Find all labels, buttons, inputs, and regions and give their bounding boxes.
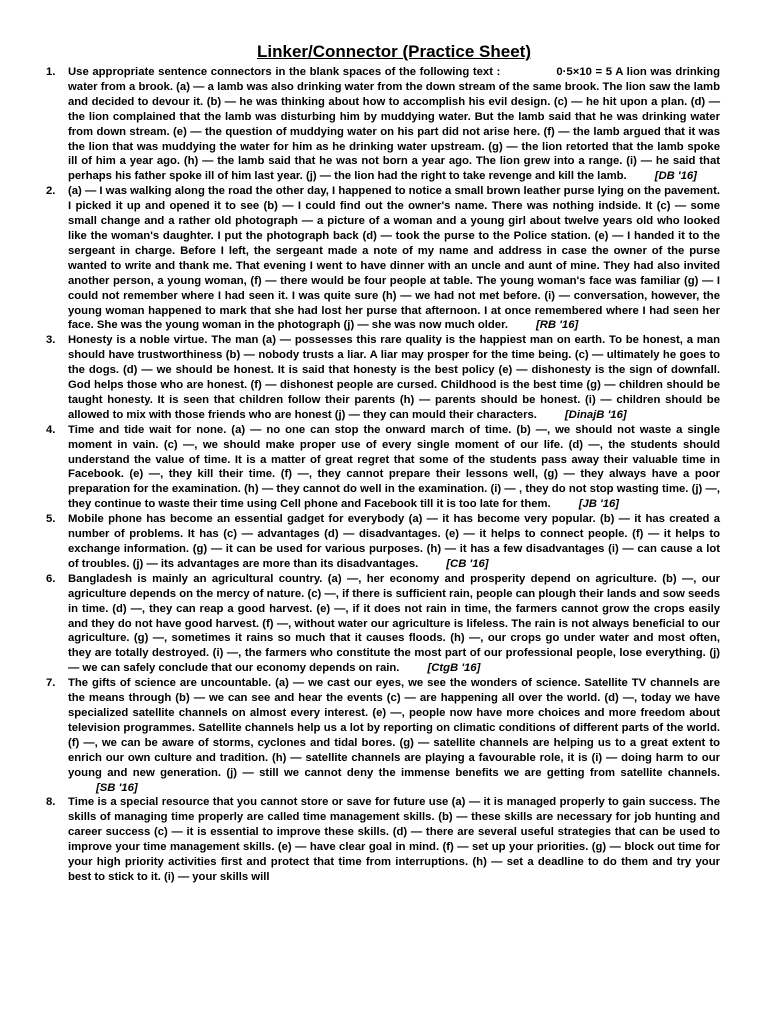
question-item <box>46 795 720 884</box>
question-text: A lion was drinking water from a brook. (a) — a lamb was also drinking water from the down stream of the same brook. The lion saw the lamb and decided to devour it. (b) — he was thinking about how to accomplish his evil design. (c) — he hit upon a plan. (d) — the lion complained that the lamb was disturbing him by muddying water. But the lamb said that he was drinking water from down stream. (e) — the question of muddying water on his part did not arise here. (f) — the lamb argued that it was the lion that was muddying the water for him as he drinking water upstream. (g) — the lion retorted that the lamb spoke ill of him a year ago. (h) — the lamb said that he was not born a year ago. The lion grew into a range. (i) — he said that perhaps his father spoke ill of him last year. (j) — the lion had the right to take revenge and kill the lamb. <box>68 66 720 183</box>
question-item <box>46 572 720 676</box>
question-text: (a) — I was walking along the road the other day, I happened to notice a small brown leather purse lying on the pavement. I picked it up and opened it to see (b) — I could find out the owner's name. There was nothing indside. It (c) — some small change and a rather old photograph — a picture of a woman and a young girl about twelve years old who looked like the woman's daughter. I put the photograph back (d) — took the purse to the Police station. (e) — I handed it to the sergeant in charge. Before I left, the sergeant made a note of my name and address in case the owner of the purse wanted to write and thank me. That evening I went to have dinner with an uncle and aunt of mine. They had also invited another person, a young woman, (f) — there would be four people at table. The young woman's face was familiar (g) — I could not remember where I had seen it. I was quite sure (h) — we had not met before. (i) — conversation, however, the young woman happened to mark that she had lost her purse that afternoon. I at once remembered where I had seen her face. She was the young woman in the photograph (j) — she was now much older. <box>68 185 720 332</box>
question-instruction: Use appropriate sentence connectors in the blank spaces of the following text : <box>68 66 501 78</box>
question-text: Time is a special resource that you cannot store or save for future use (a) — it is managed properly to gain success. The skills of managing time properly are called time management skills. (b) — these skills are necessary for job hunting and career success (c) — it is essential to improve these skills. (d) — there are several useful strategies that can be used to improve your time management skills. (e) — have clear goal in mind. (f) — set up your priorities. (g) — block out time for your high priority activities first and protect that time from interruptions. (h) — set a deadline to do them and try your best to stick to it. (i) — your skills will <box>68 796 720 883</box>
question-source: [DinajB '16] <box>564 408 627 421</box>
question-item <box>46 65 720 184</box>
question-number: 4. <box>46 423 56 436</box>
question-text: The gifts of science are uncountable. (a) — we cast our eyes, we see the wonders of science. Satellite TV channels are the means through (b) — we can see and hear the events (c) — are happening all over the world. (d) —, today we have specialized satellite channels on almost every interest. (e) —, people now have more choices and more freedom about television programmes. Satellite channels help us a lot by reporting on climatic conditions of different parts of the world. (f) —, we can be aware of storms, cyclones and tidal bores. (g) — satellite channels are helping us to a great extent to enrich our own culture and tradition. (h) — satellite channels are playing a favourable role, it is (i) — doing harm to our young and new generation. (j) — still we cannot deny the immense benefits we are getting from satellite channels. <box>68 677 720 779</box>
question-source: [CtgB '16] <box>427 662 481 675</box>
question-source: [RB '16] <box>536 319 579 332</box>
question-source: [JB '16] <box>578 498 620 511</box>
question-marks: 0·5×10 = 5 <box>556 66 613 78</box>
question-item <box>46 423 720 512</box>
question-list <box>46 65 720 885</box>
question-source: [SB '16] <box>96 781 138 794</box>
question-text: Time and tide wait for none. (a) — no one can stop the onward march of time. (b) —, we should not waste a single moment in vain. (c) —, we should make proper use of every single moment of our life. (d) —, the students should understand the value of time. It is a matter of great regret that some of the students pass away their valuable time in Facebook. (e) —, they kill their time. (f) —, they cannot prepare their lessons well, (g) — they always have a poor preparation for the examination. (h) — they cannot do well in the examination. (i) — , they do not stop wasting time. (j) —, they continue to waste their time using Cell phone and Facebook till it is too late for them. <box>68 423 720 511</box>
question-text: Mobile phone has become an essential gadget for everybody (a) — it has become very popular. (b) — it has created a number of problems. It has (c) — advantages (d) — disadvantages. (e) — it helps to connect people. (f) — it helps to exchange information. (g) — it can be used for various purposes. (h) — it has a few disadvantages (i) — can cause a lot of troubles. (j) — its advantages are more than its disadvantages. <box>68 513 720 570</box>
question-item <box>46 676 720 795</box>
question-number: 6. <box>46 572 56 585</box>
question-number: 3. <box>46 334 56 347</box>
question-number: 7. <box>46 677 56 690</box>
question-item <box>46 184 720 333</box>
question-source: [DB '16] <box>654 170 697 183</box>
question-item <box>46 512 720 572</box>
question-number: 1. <box>46 66 56 78</box>
question-item <box>46 333 720 422</box>
question-text: Honesty is a noble virtue. The man (a) — possesses this rare quality is the happiest man on earth. To be honest, a man should have trustworthiness (b) — nobody trusts a liar. A liar may prosper for the time being. (c) — ultimately he goes to the dogs. (d) — we should be honest. It is said that honesty is the best policy (e) — dishonesty is the sign of downfall. God helps those who are honest. (f) — dishonest people are cursed. Childhood is the best time (g) — children should be taught honesty. It is seen that children follow their parents (h) — parents should be honest. (i) — children should be allowed to mix with those friends who are honest (j) — they can mould their characters. <box>68 334 720 421</box>
question-number: 8. <box>46 796 56 809</box>
question-number: 2. <box>46 185 56 198</box>
question-number: 5. <box>46 513 56 526</box>
sheet-title: Linker/Connector (Practice Sheet) <box>257 42 531 61</box>
question-text: Bangladesh is mainly an agricultural country. (a) —, her economy and prosperity depend on agriculture. (b) —, our agriculture depends on the mercy of nature. (c) —, if there is sufficient rain, people can plough their lands and sow seeds in time. (d) —, they can reap a good harvest. (e) —, if it does not rain in time, the farmers cannot grow the crops easily and they do not have good harvest. (f) —, without water our agriculture is lifeless. The rain is not always beneficial to our agriculture. (g) —, sometimes it rains so much that it causes floods. (h) —, our crops go under water and most often, they are totally destroyed. (i) —, the farmers who constitute the most part of our professional people, lose everything. (j) — we can safely conclude that our economy depends on rain. <box>68 572 720 675</box>
question-source: [CB '16] <box>446 557 489 570</box>
